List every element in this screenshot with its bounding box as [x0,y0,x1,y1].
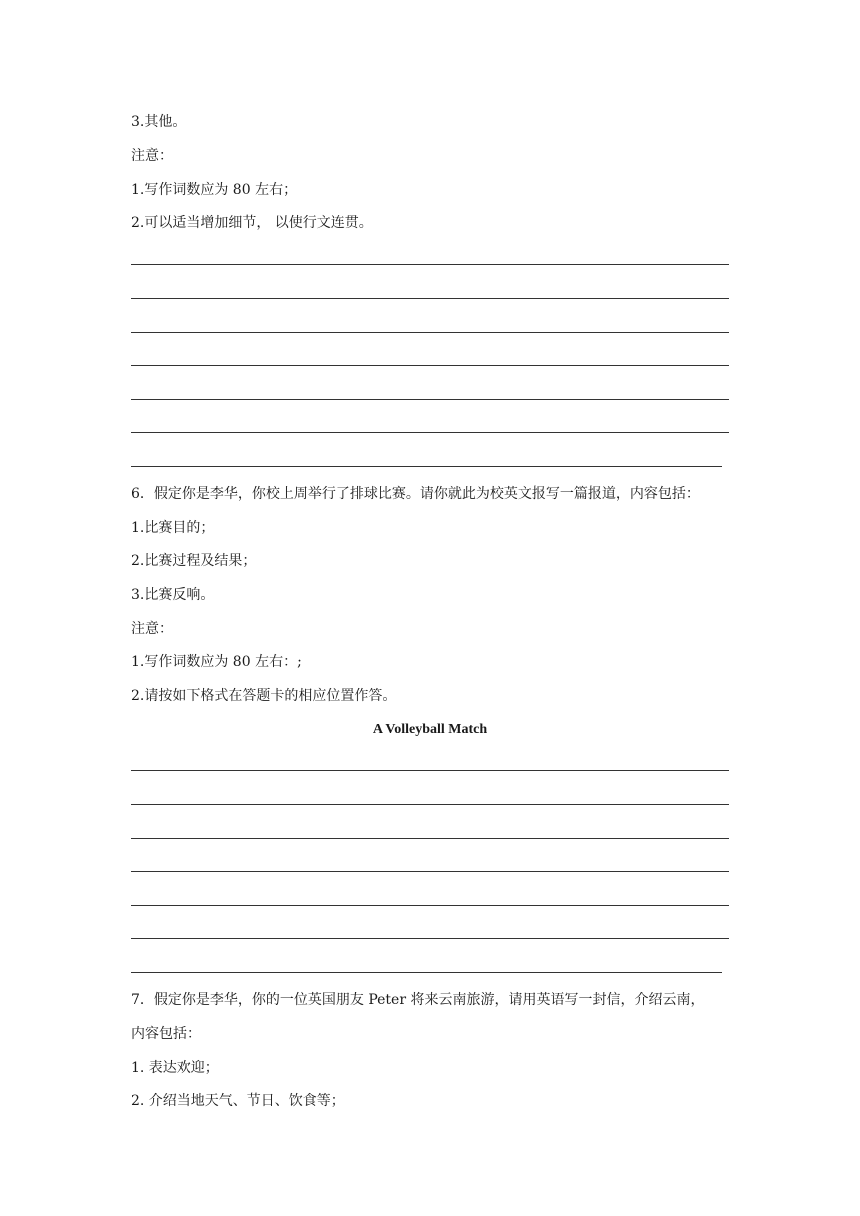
answer-line[interactable] [131,938,729,939]
answer-line[interactable] [131,332,729,333]
question-6-item-1: 1.比赛目的； [131,520,215,536]
answer-line[interactable] [131,871,729,872]
answer-line[interactable] [131,972,722,973]
question-6-note-label: 注意： [131,621,173,637]
answer-line[interactable] [131,264,729,265]
note-label: 注意： [131,148,173,164]
essay-title: A Volleyball Match [372,722,488,737]
answer-line[interactable] [131,466,722,467]
requirement-item-3: 3.其他。 [131,114,187,130]
question-7-prompt-line-1: 7．假定你是李华，你的一位英国朋友 Peter 将来云南旅游，请用英语写一封信，介绍云南， [131,992,705,1008]
question-6-item-2: 2.比赛过程及结果； [131,553,257,569]
answer-line[interactable] [131,838,729,839]
answer-line[interactable] [131,365,729,366]
question-6-item-3: 3.比赛反响。 [131,587,215,603]
answer-line[interactable] [131,298,729,299]
answer-line[interactable] [131,432,729,433]
question-6-prompt: 6．假定你是李华，你校上周举行了排球比赛。请你就此为校英文报写一篇报道，内容包括： [131,486,700,502]
question-7-item-1: 1. 表达欢迎； [131,1060,219,1076]
answer-line[interactable] [131,905,729,906]
answer-line[interactable] [131,804,729,805]
note-item-1: 1.写作词数应为 80 左右； [131,182,298,198]
answer-line[interactable] [131,770,729,771]
question-7-item-2: 2. 介绍当地天气、节日、饮食等； [131,1093,345,1109]
question-6-note-1: 1.写作词数应为 80 左右：; [131,654,302,670]
answer-line[interactable] [131,399,729,400]
question-7-prompt-line-2: 内容包括： [131,1026,201,1042]
note-item-2: 2.可以适当增加细节， 以使行文连贯。 [131,215,373,231]
question-6-note-2: 2.请按如下格式在答题卡的相应位置作答。 [131,688,397,704]
